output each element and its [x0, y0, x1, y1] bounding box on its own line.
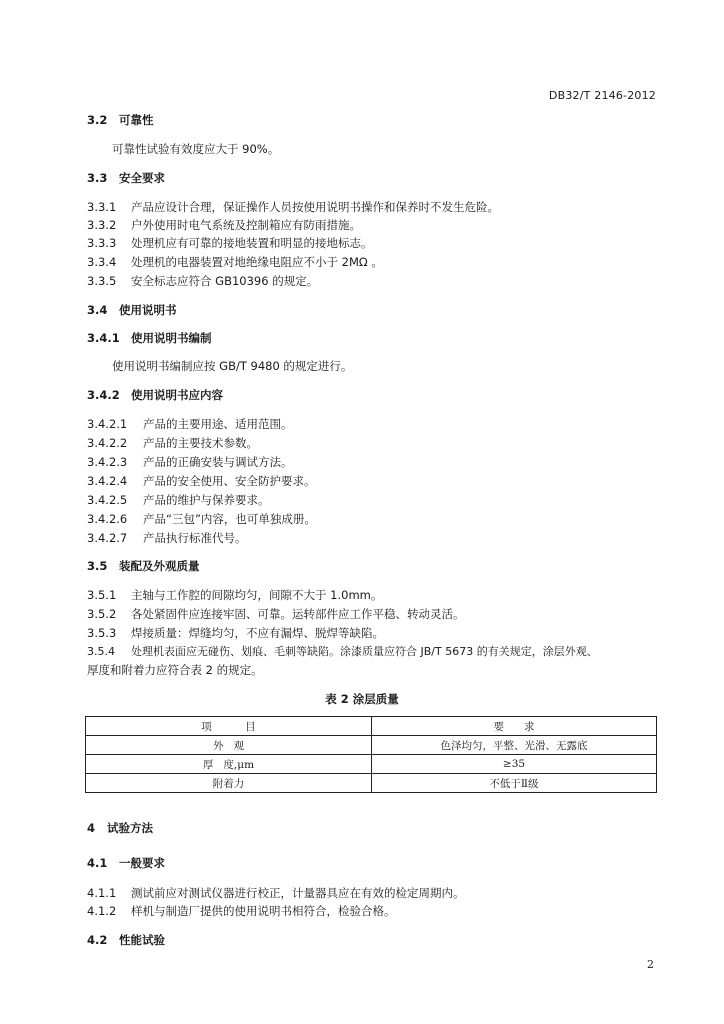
table-row	[86, 774, 657, 793]
clause-3-4-2-6	[87, 511, 316, 527]
table-caption: 表 2 涂层质量	[325, 692, 399, 706]
clause-4-1-2	[87, 903, 396, 919]
clause-text: 样机与制造厂提供的使用说明书相符合，检验合格。	[131, 904, 396, 918]
section-number: 3.4.1	[87, 331, 120, 345]
section-title: 使用说明书编制	[131, 331, 212, 345]
section-heading-3-4-1	[87, 330, 212, 346]
clause-number: 4.1.2	[87, 904, 117, 918]
clause-number: 3.4.2.5	[87, 493, 128, 507]
clause-text: 焊接质量：焊缝均匀，不应有漏焊、脱焊等缺陷。	[131, 626, 384, 640]
clause-3-5-1	[87, 587, 382, 603]
table-cell: 附着力	[86, 774, 372, 793]
section-number: 4.2	[87, 933, 108, 947]
table-row	[86, 755, 657, 774]
clause-number: 3.4.2.7	[87, 531, 128, 545]
section-number: 3.4.2	[87, 388, 120, 402]
clause-3-5-3	[87, 625, 384, 641]
clause-number: 3.3.2	[87, 218, 117, 232]
clause-text: 产品的安全使用、安全防护要求。	[143, 474, 316, 488]
clause-number: 3.4.2.6	[87, 512, 128, 526]
clause-number: 4.1.1	[87, 886, 117, 900]
clause-number: 3.5.4	[87, 645, 115, 658]
table-header-cell: 项 目	[86, 717, 372, 736]
section-title: 安全要求	[119, 171, 165, 185]
clause-number: 3.3.1	[87, 200, 117, 214]
clause-text: 产品的主要用途、适用范围。	[143, 417, 293, 431]
clause-text: 主轴与工作腔的间隙均匀，间隙不大于 1.0mm。	[131, 588, 383, 602]
section-heading-3-4-2	[87, 387, 223, 403]
clause-number: 3.5.1	[87, 588, 117, 602]
clause-text: 测试前应对测试仪器进行校正，计量器具应在有效的检定周期内。	[131, 886, 465, 900]
clause-number: 3.3.4	[87, 255, 117, 269]
clause-text: 处理机应有可靠的接地装置和明显的接地标志。	[131, 236, 373, 250]
section-heading-3-2	[87, 112, 154, 128]
clause-4-1-1	[87, 885, 465, 901]
clause-text: 产品执行标准代号。	[143, 531, 247, 545]
clause-text: 产品“三包”内容，也可单独成册。	[143, 512, 316, 526]
table-header-row	[86, 717, 657, 736]
clause-3-4-2-4	[87, 473, 316, 489]
clause-text: 安全标志应符合 GB10396 的规定。	[131, 274, 319, 288]
section-title: 可靠性	[119, 113, 154, 127]
section-number: 3.2	[87, 113, 108, 127]
section-heading-3-3	[87, 170, 165, 186]
section-number: 3.5	[87, 559, 108, 573]
clause-3-4-2-3	[87, 454, 293, 470]
table-cell: 厚 度,μm	[86, 755, 372, 774]
section-number: 3.3	[87, 171, 108, 185]
clause-3-4-2-5	[87, 492, 270, 508]
clause-number: 3.4.2.1	[87, 417, 128, 431]
section-heading-4	[87, 820, 153, 836]
section-title: 使用说明书应内容	[131, 388, 223, 402]
table-row	[86, 736, 657, 755]
section-number: 3.4	[87, 303, 108, 317]
table-cell: 不低于Ⅱ级	[372, 774, 657, 793]
section-title: 性能试验	[119, 933, 165, 947]
clause-text: 产品的主要技术参数。	[143, 436, 258, 450]
clause-number: 3.4.2.4	[87, 474, 128, 488]
clause-3-4-2-2	[87, 435, 258, 451]
clause-number: 3.5.2	[87, 607, 117, 621]
clause-3-5-4	[87, 644, 598, 660]
clause-text: 处理机的电器装置对地绝缘电阻应不小于 2MΩ 。	[131, 255, 383, 269]
clause-number: 3.3.5	[87, 274, 117, 288]
clause-3-3-2	[87, 217, 361, 233]
section-number: 4.1	[87, 856, 108, 870]
section-number: 4	[87, 821, 96, 835]
section-title: 装配及外观质量	[119, 559, 200, 573]
clause-3-3-4	[87, 254, 383, 270]
section-heading-4-2	[87, 932, 165, 948]
section-title: 使用说明书	[119, 303, 177, 317]
section-title: 一般要求	[119, 856, 165, 870]
clause-number: 3.5.3	[87, 626, 117, 640]
clause-number: 3.4.2.3	[87, 455, 128, 469]
section-heading-3-4	[87, 302, 177, 318]
table-cell: 外 观	[86, 736, 372, 755]
clause-number: 3.3.3	[87, 236, 117, 250]
clause-text: 各处紧固件应连接牢固、可靠。运转部件应工作平稳、转动灵活。	[131, 607, 465, 621]
clause-3-3-5	[87, 273, 318, 289]
section-heading-3-5	[87, 558, 200, 574]
clause-3-3-1	[87, 199, 499, 215]
page-number: 2	[647, 958, 654, 971]
clause-3-4-2-7	[87, 530, 247, 546]
clause-text: 产品应设计合理，保证操作人员按使用说明书操作和保养时不发生危险。	[131, 200, 499, 214]
standard-code: DB32/T 2146-2012	[548, 89, 656, 102]
clause-3-5-4-continuation: 厚度和附着力应符合表 2 的规定。	[87, 663, 263, 677]
clause-3-5-2	[87, 606, 465, 622]
section-title: 试验方法	[107, 821, 153, 835]
clause-text: 户外使用时电气系统及控制箱应有防雨措施。	[131, 218, 361, 232]
table-cell: ≥35	[372, 755, 657, 774]
paragraph: 使用说明书编制应按 GB/T 9480 的规定进行。	[112, 359, 353, 373]
clause-3-3-3	[87, 235, 373, 251]
clause-3-4-2-1	[87, 416, 293, 432]
clause-text: 处理机表面应无碰伤、划痕、毛刺等缺陷。涂漆质量应符合 JB/T 5673 的有关规定，涂层外观、	[131, 645, 598, 658]
paragraph: 可靠性试验有效度应大于 90%。	[112, 142, 280, 156]
section-heading-4-1	[87, 855, 165, 871]
clause-number: 3.4.2.2	[87, 436, 128, 450]
table-header-cell: 要 求	[372, 717, 657, 736]
table-cell: 色泽均匀，平整、光滑、无露底	[372, 736, 657, 755]
clause-text: 产品的正确安装与调试方法。	[143, 455, 293, 469]
clause-text: 产品的维护与保养要求。	[143, 493, 270, 507]
coating-quality-table	[85, 716, 657, 793]
